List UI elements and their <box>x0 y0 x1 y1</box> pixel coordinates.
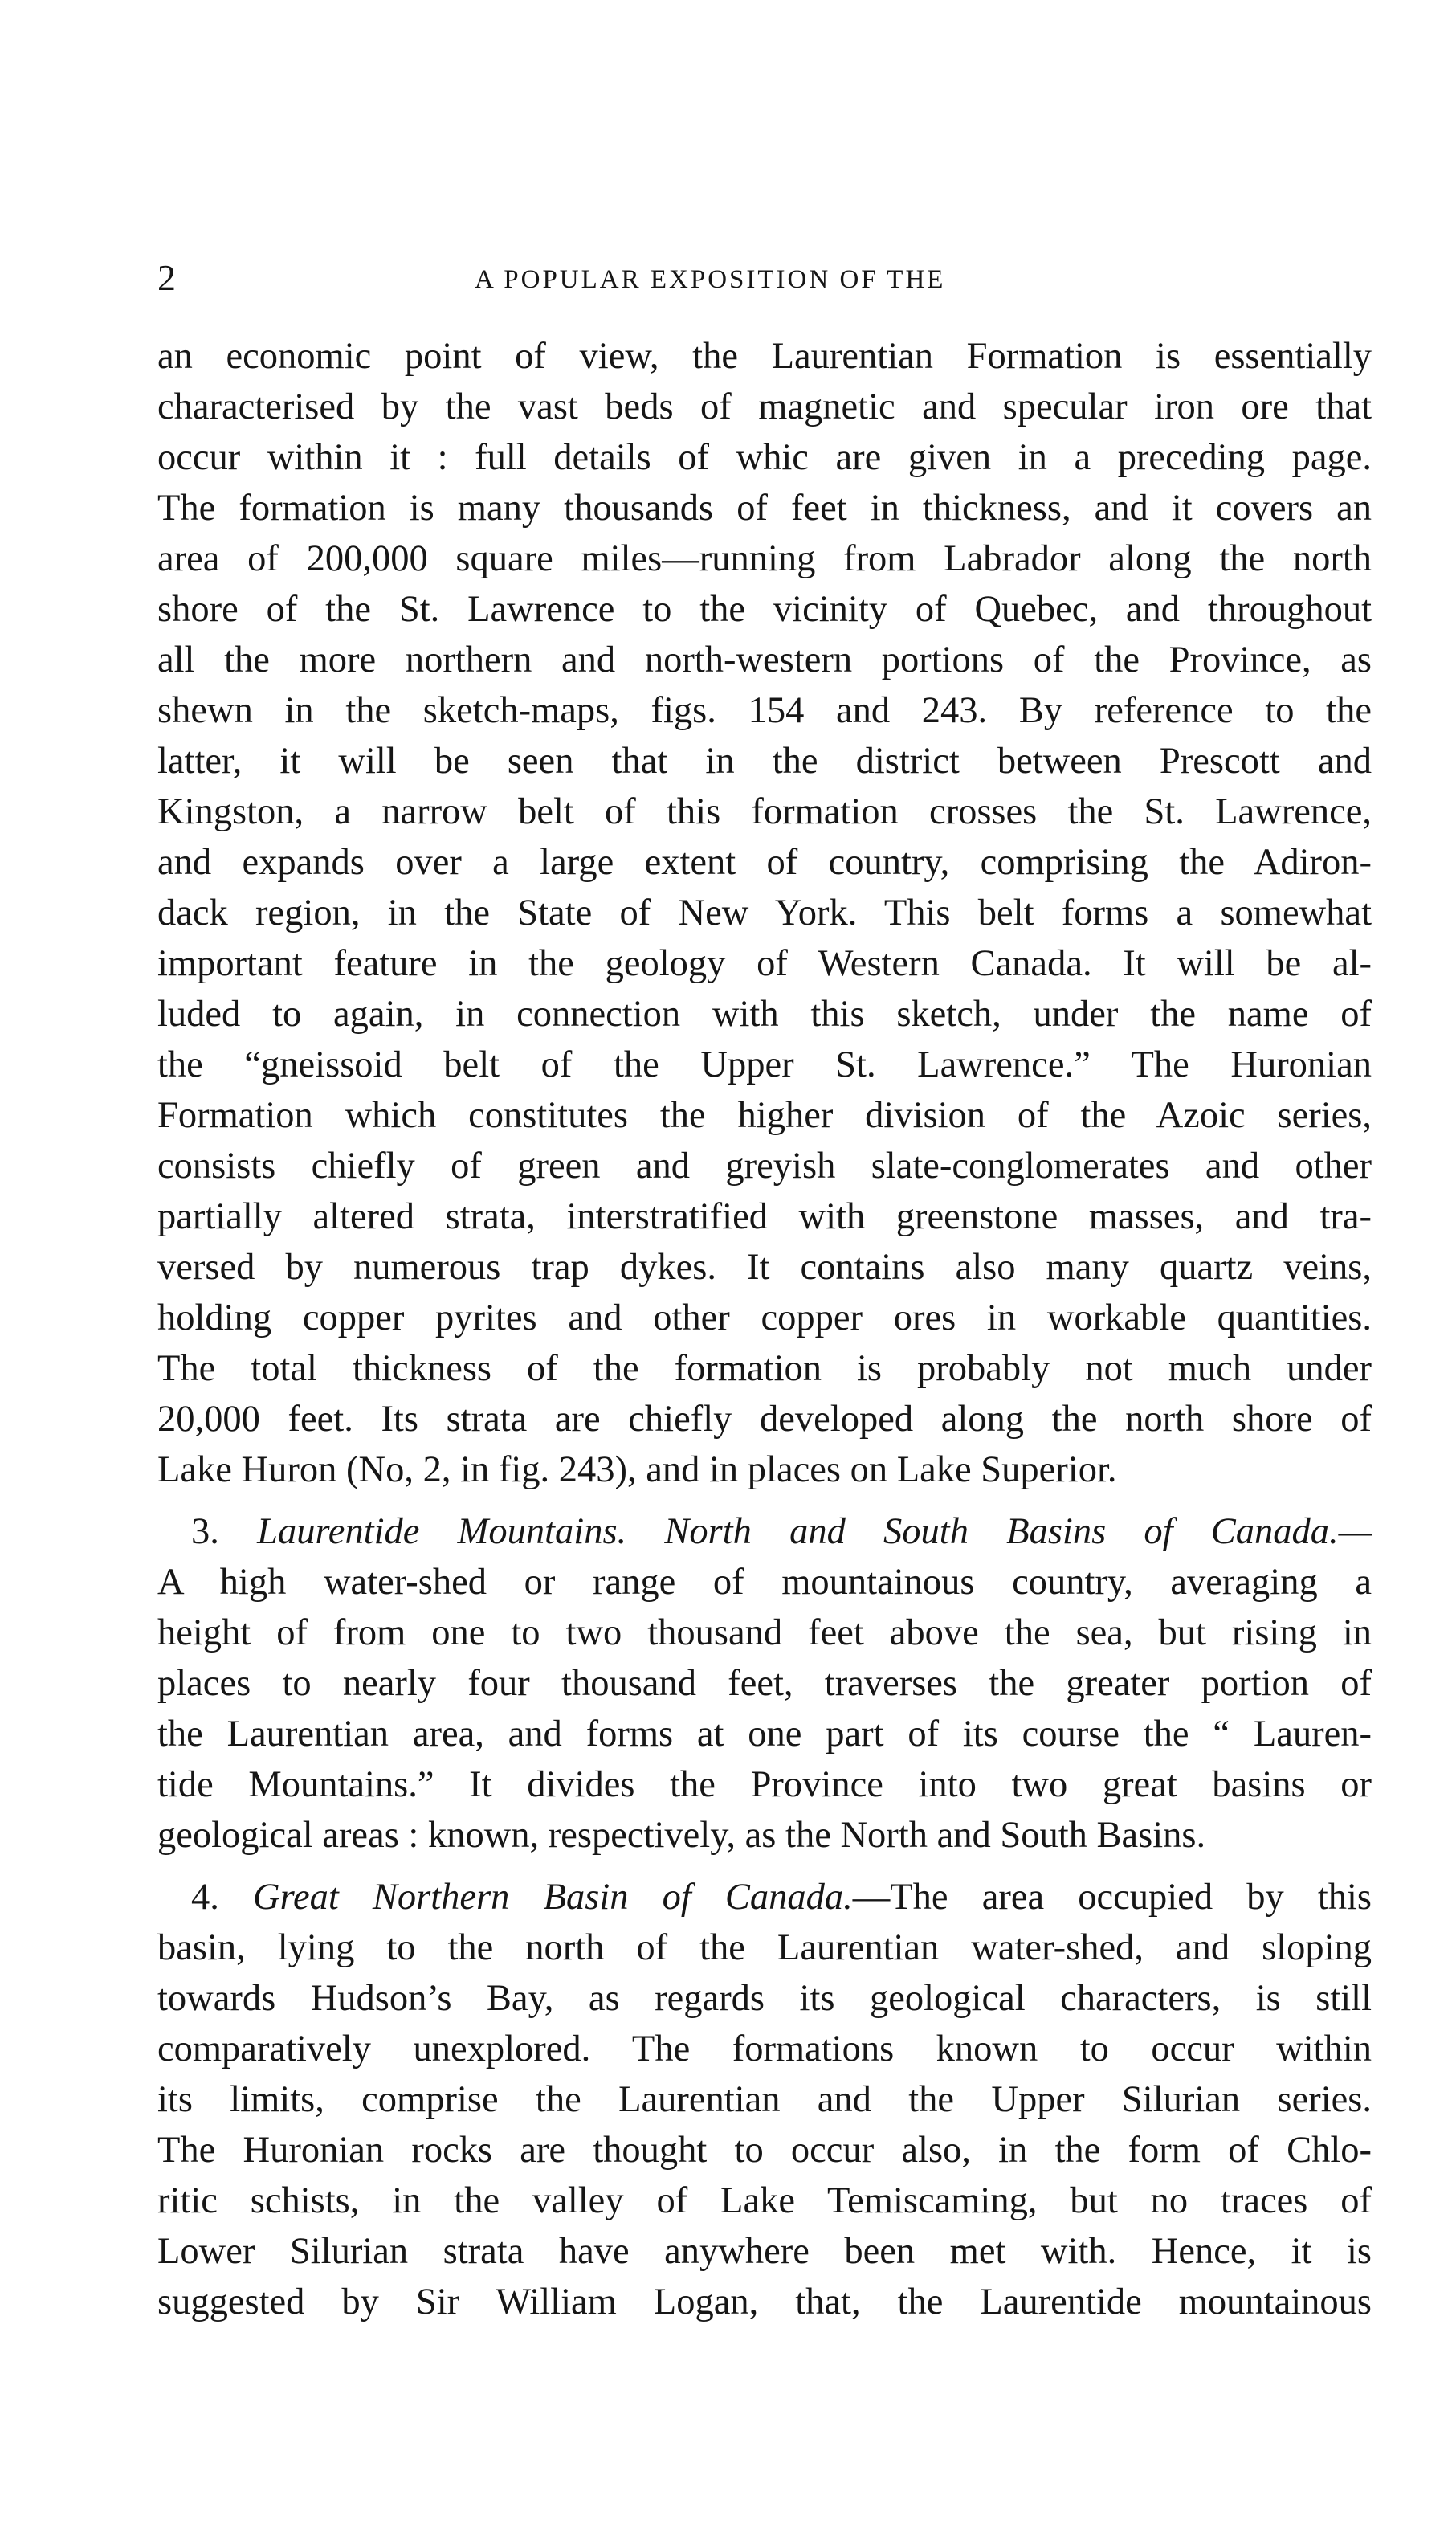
section-number: 4. <box>191 1877 219 1918</box>
text-line: basin, lying to the north of the Laurentian water-shed, and sloping <box>157 1927 1372 1968</box>
text-line: the Laurentian area, and forms at one part of its course the “ Lauren- <box>157 1714 1372 1755</box>
text-line: Lower Silurian strata have anywhere been met with. Hence, it is <box>157 2231 1372 2272</box>
text-line: geological areas : known, respectively, as the North and South Basins. <box>157 1815 1206 1856</box>
text-line: an economic point of view, the Laurentian Formation is essentially <box>157 336 1372 377</box>
text-line: A high water-shed or range of mountainous country, averaging a <box>157 1562 1372 1603</box>
text-line: Formation which constitutes the higher division of the Azoic series, <box>157 1095 1372 1136</box>
paragraph-spacing <box>157 1861 1372 1872</box>
text-line: height of from one to two thousand feet above the sea, but rising in <box>157 1612 1372 1653</box>
text-line: ritic schists, in the valley of Lake Temiscaming, but no traces of <box>157 2180 1372 2221</box>
paragraph-heading-line <box>157 1872 1372 1922</box>
paragraph-laurentian-formation <box>157 331 1372 1495</box>
text-line: comparatively unexplored. The formations known to occur within <box>157 2028 1372 2069</box>
paragraph-heading-line <box>157 1506 1372 1557</box>
paragraph-great-northern-basin <box>157 1872 1372 2327</box>
section-number: 3. <box>191 1511 219 1552</box>
heading-continuation-text: —The area occupied by this <box>852 1877 1372 1918</box>
text-line: holding copper pyrites and other copper ores in workable quantities. <box>157 1297 1372 1338</box>
text-line: suggested by Sir William Logan, that, the Laurentide mountainous <box>157 2282 1372 2323</box>
text-line: its limits, comprise the Laurentian and the Upper Silurian series. <box>157 2079 1372 2120</box>
page-number: 2 <box>157 257 176 298</box>
text-line: consists chiefly of green and greyish slate-conglomerates and other <box>157 1146 1372 1187</box>
text-line: The formation is many thousands of feet in thickness, and it covers an <box>157 488 1372 529</box>
text-line: occur within it : full details of whic are given in a preceding page. <box>157 437 1372 478</box>
text-line: dack region, in the State of New York. This belt forms a somewhat <box>157 893 1372 934</box>
text-line: partially altered strata, interstratified with greenstone masses, and tra- <box>157 1196 1372 1237</box>
text-line: tide Mountains.” It divides the Province into two great basins or <box>157 1764 1372 1805</box>
text-line: 20,000 feet. Its strata are chiefly developed along the north shore of <box>157 1399 1372 1440</box>
text-line: The Huronian rocks are thought to occur also, in the form of Chlo- <box>157 2130 1372 2171</box>
text-line: shewn in the sketch-maps, figs. 154 and 243. By reference to the <box>157 690 1372 731</box>
text-line: towards Hudson’s Bay, as regards its geological characters, is still <box>157 1978 1372 2019</box>
paragraph-spacing <box>157 1495 1372 1506</box>
text-line: the “gneissoid belt of the Upper St. Lawrence.” The Huronian <box>157 1044 1372 1085</box>
text-line: versed by numerous trap dykes. It contains also many quartz veins, <box>157 1247 1372 1288</box>
section-heading: Great Northern Basin of Canada. <box>253 1877 853 1918</box>
body-text <box>157 331 1372 2327</box>
running-head: A POPULAR EXPOSITION OF THE <box>475 265 946 294</box>
text-line: shore of the St. Lawrence to the vicinity of Quebec, and throughout <box>157 589 1372 630</box>
text-line: area of 200,000 square miles—running from Labrador along the north <box>157 538 1372 579</box>
text-line: Lake Huron (No, 2, in fig. 243), and in places on Lake Superior. <box>157 1449 1117 1490</box>
text-line: Kingston, a narrow belt of this formation crosses the St. Lawrence, <box>157 791 1372 832</box>
paragraph-laurentide-mountains <box>157 1506 1372 1861</box>
text-line: and expands over a large extent of country, comprising the Adiron- <box>157 842 1372 883</box>
text-line: places to nearly four thousand feet, traverses the greater portion of <box>157 1663 1372 1704</box>
text-line: latter, it will be seen that in the district between Prescott and <box>157 741 1372 782</box>
text-line: all the more northern and north-western portions of the Province, as <box>157 639 1372 680</box>
page-header <box>157 255 1394 300</box>
text-line: luded to again, in connection with this sketch, under the name of <box>157 994 1372 1035</box>
text-line: characterised by the vast beds of magnetic and specular iron ore that <box>157 386 1372 427</box>
text-line: The total thickness of the formation is probably not much under <box>157 1348 1372 1389</box>
text-line: important feature in the geology of Western Canada. It will be al- <box>157 943 1372 984</box>
section-heading: Laurentide Mountains. North and South Basins of Canada.— <box>257 1511 1372 1552</box>
